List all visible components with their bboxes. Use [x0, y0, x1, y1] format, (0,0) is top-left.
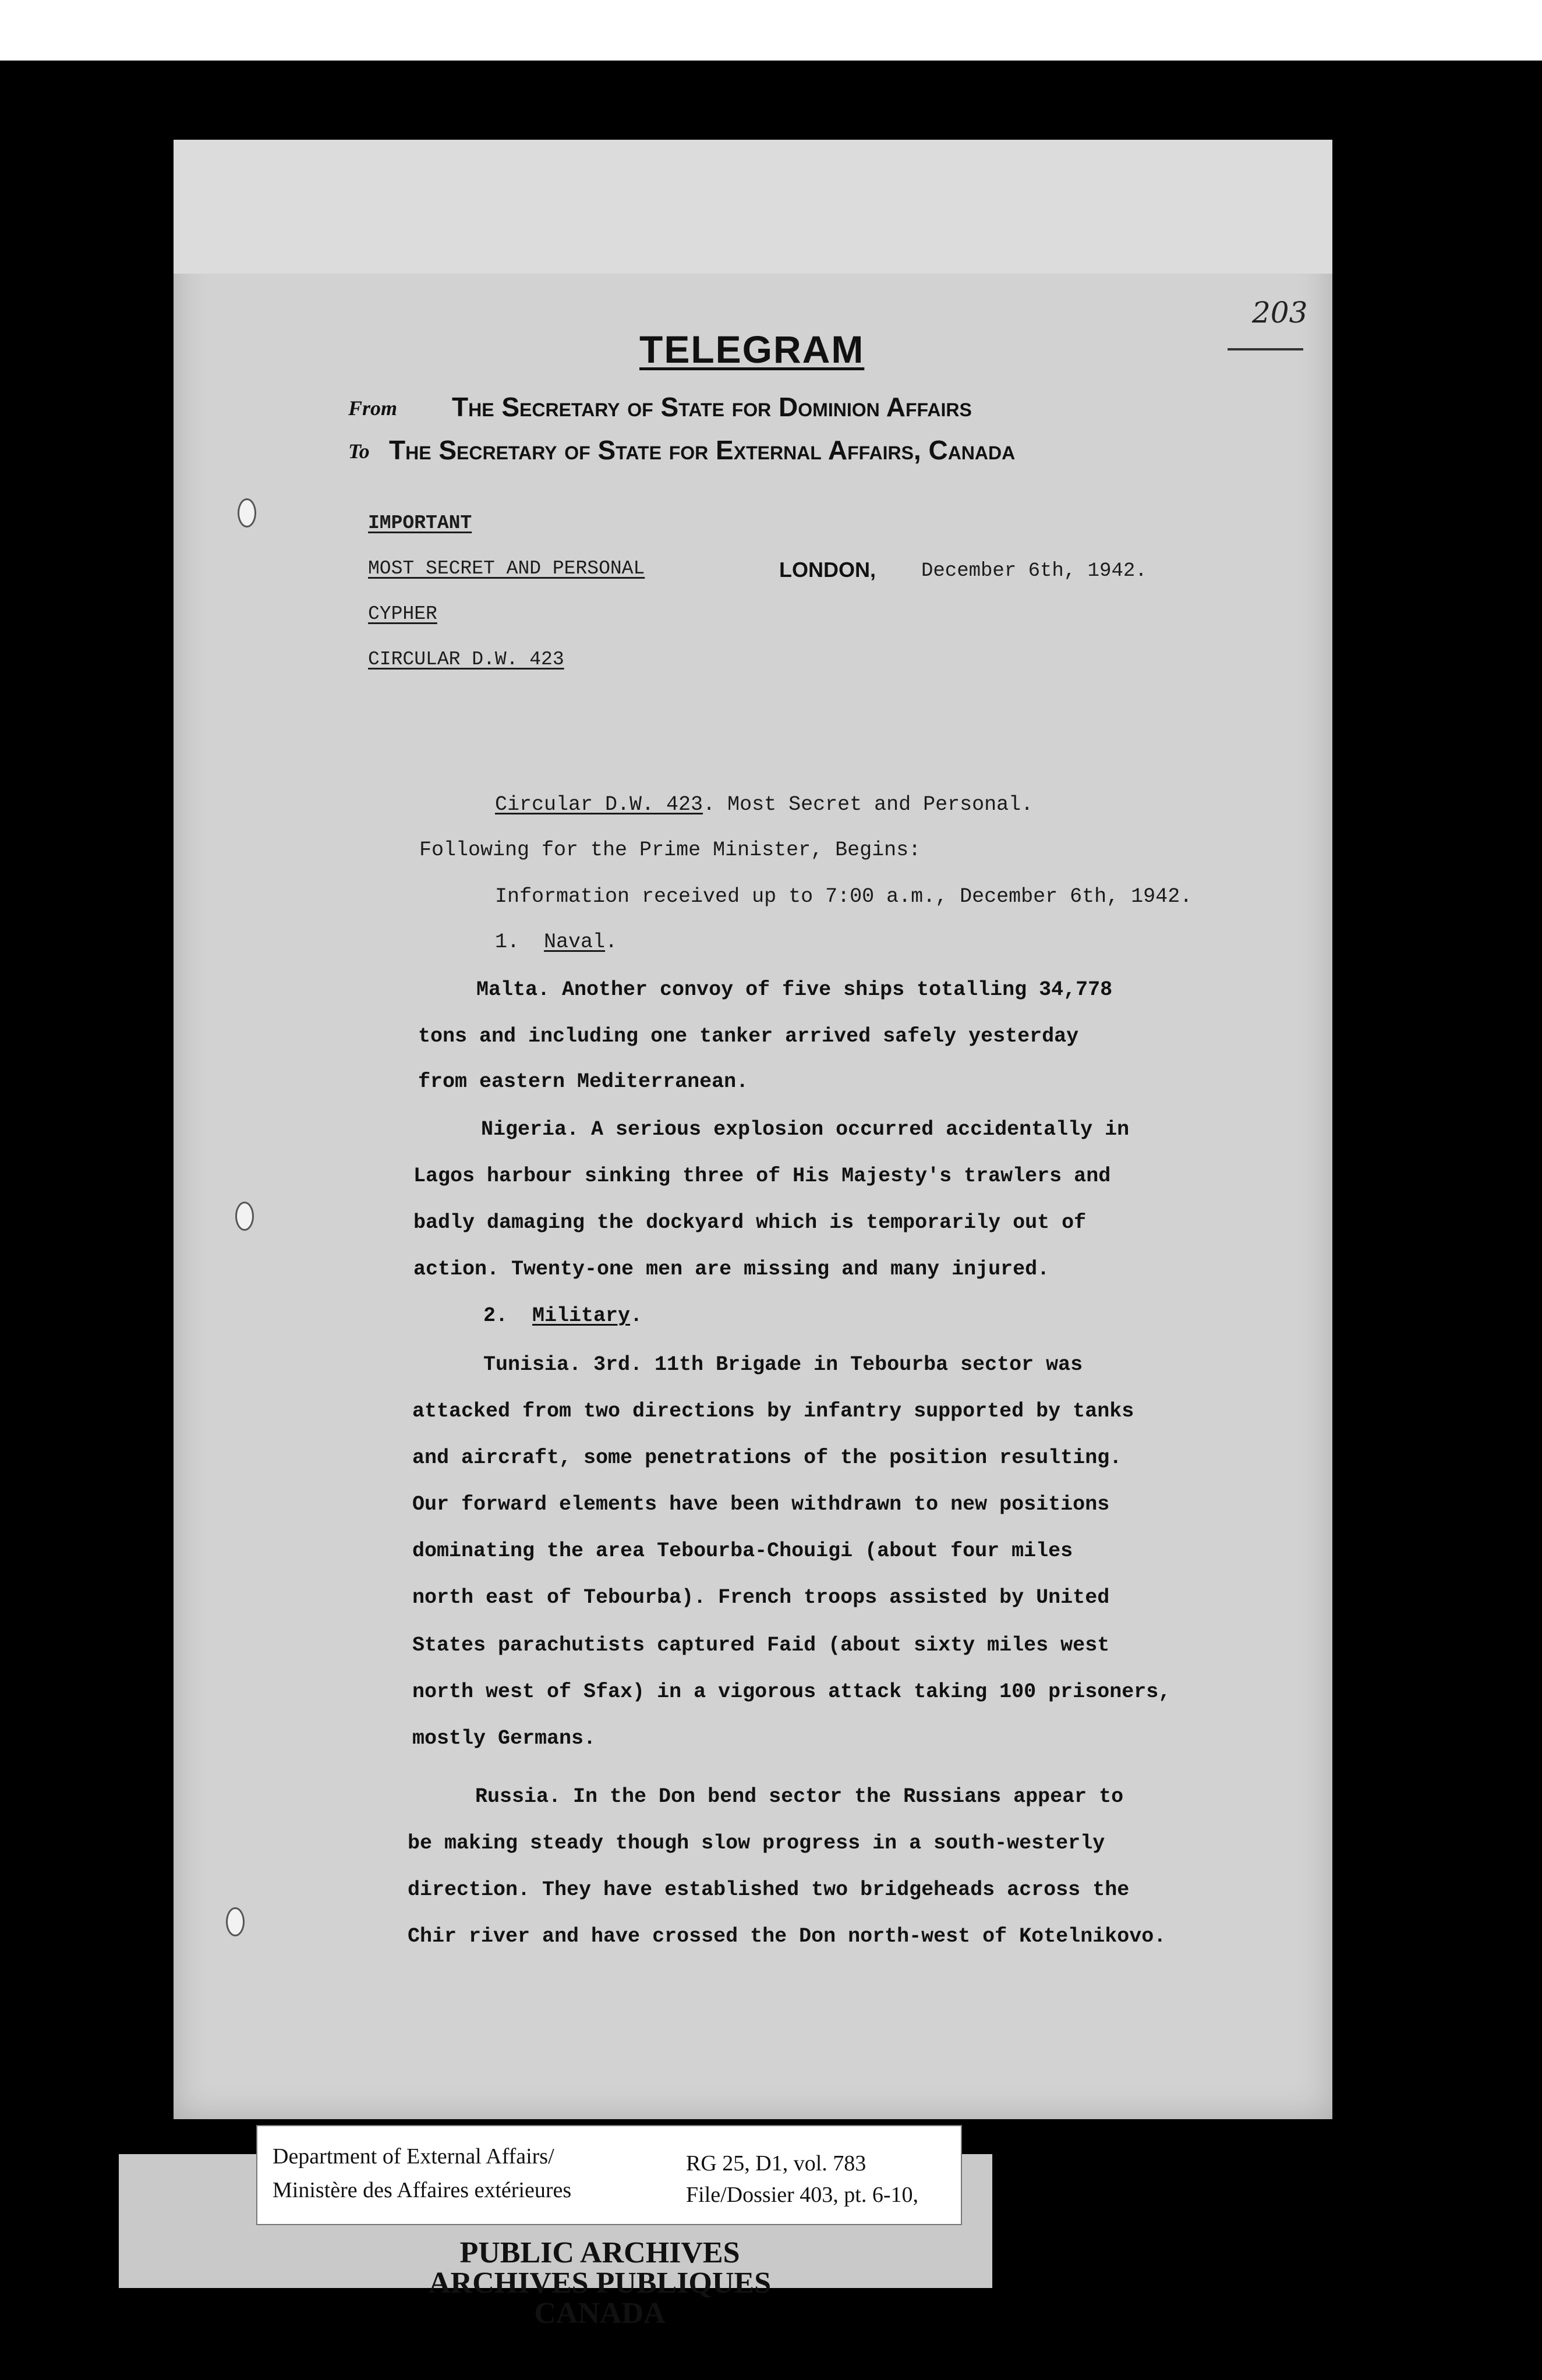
body-line: north east of Tebourba). French troops assisted by United [412, 1586, 1110, 1609]
body-line: Nigeria. A serious explosion occurred accidentally in [481, 1118, 1130, 1141]
circular-reference: Circular D.W. 423 [495, 793, 703, 816]
dispatch-place: LONDON, [779, 558, 876, 582]
archives-stamp-line-3: CANADA [534, 2297, 666, 2330]
body-line: Lagos harbour sinking three of His Majesty's trawlers and [413, 1164, 1111, 1188]
folio-number: 203 [1252, 296, 1308, 330]
body-line: Our forward elements have been withdrawn to new positions [412, 1493, 1110, 1516]
from-value: The Secretary of State for Dominion Affairs [452, 392, 972, 422]
punch-hole-top [238, 498, 256, 527]
body-heading [495, 793, 1033, 816]
to-label: To [348, 440, 370, 463]
heading-rest: . Most Secret and Personal. [703, 793, 1034, 816]
record-group-reference: RG 25, D1, vol. 783 [686, 2151, 867, 2176]
classification-marking: MOST SECRET AND PERSONAL [368, 558, 645, 579]
body-line: Chir river and have crossed the Don north-west of Kotelnikovo. [408, 1925, 1166, 1948]
transmission-mode: CYPHER [368, 603, 437, 625]
body-line: attacked from two directions by infantry supported by tanks [412, 1400, 1134, 1423]
body-line: direction. They have established two bridgeheads across the [408, 1878, 1130, 1901]
body-line: Russia. In the Don bend sector the Russians appear to [475, 1785, 1124, 1808]
body-line: Malta. Another convoy of five ships totalling 34,778 [476, 978, 1113, 1001]
body-line: States parachutists captured Faid (about sixty miles west [412, 1634, 1110, 1657]
body-line: mostly Germans. [412, 1727, 596, 1750]
punch-hole-bottom [226, 1907, 245, 1936]
body-line: and aircraft, some penetrations of the position resulting. [412, 1446, 1122, 1469]
body-line: be making steady though slow progress in a south-westerly [408, 1832, 1105, 1855]
archive-reference-label [256, 2125, 962, 2225]
page-header-band [174, 140, 1332, 274]
document-title: TELEGRAM [639, 328, 865, 371]
section-heading-naval [495, 930, 617, 954]
section-heading-military [483, 1304, 642, 1327]
to-value: The Secretary of State for External Affairs, Canada [389, 435, 1016, 465]
archives-stamp-line-1: PUBLIC ARCHIVES [459, 2236, 740, 2269]
section-dot: . [605, 930, 618, 954]
body-line: dominating the area Tebourba-Chouigi (about four miles [412, 1539, 1073, 1563]
priority-marking: IMPORTANT [368, 512, 472, 534]
body-line: north west of Sfax) in a vigorous attack taking 100 prisoners, [412, 1680, 1171, 1703]
section-title: Naval [544, 930, 606, 954]
scan-top-margin [0, 0, 1542, 61]
body-line: action. Twenty-one men are missing and many injured. [413, 1258, 1050, 1281]
dispatch-date: December 6th, 1942. [921, 560, 1147, 582]
body-line: from eastern Mediterranean. [418, 1070, 749, 1093]
from-label: From [348, 396, 398, 420]
circular-number: CIRCULAR D.W. 423 [368, 649, 564, 670]
section-dot: . [630, 1304, 643, 1327]
folio-underline [1228, 348, 1303, 350]
punch-hole-middle [235, 1202, 254, 1231]
body-line: Tunisia. 3rd. 11th Brigade in Tebourba sector was [483, 1353, 1083, 1376]
section-title: Military [532, 1304, 631, 1327]
section-number: 1. [495, 930, 520, 954]
file-reference: File/Dossier 403, pt. 6-10, [686, 2183, 918, 2207]
body-line: badly damaging the dockyard which is temporarily out of [413, 1211, 1087, 1234]
body-line: tons and including one tanker arrived safely yesterday [418, 1025, 1079, 1048]
section-number: 2. [483, 1304, 508, 1327]
department-french: Ministère des Affaires extérieures [273, 2178, 572, 2202]
department-english: Department of External Affairs/ [273, 2144, 554, 2169]
body-line: Following for the Prime Minister, Begins: [419, 838, 921, 862]
archives-stamp-line-2: ARCHIVES PUBLIQUES [428, 2266, 772, 2300]
body-line: Information received up to 7:00 a.m., December 6th, 1942. [495, 885, 1193, 908]
